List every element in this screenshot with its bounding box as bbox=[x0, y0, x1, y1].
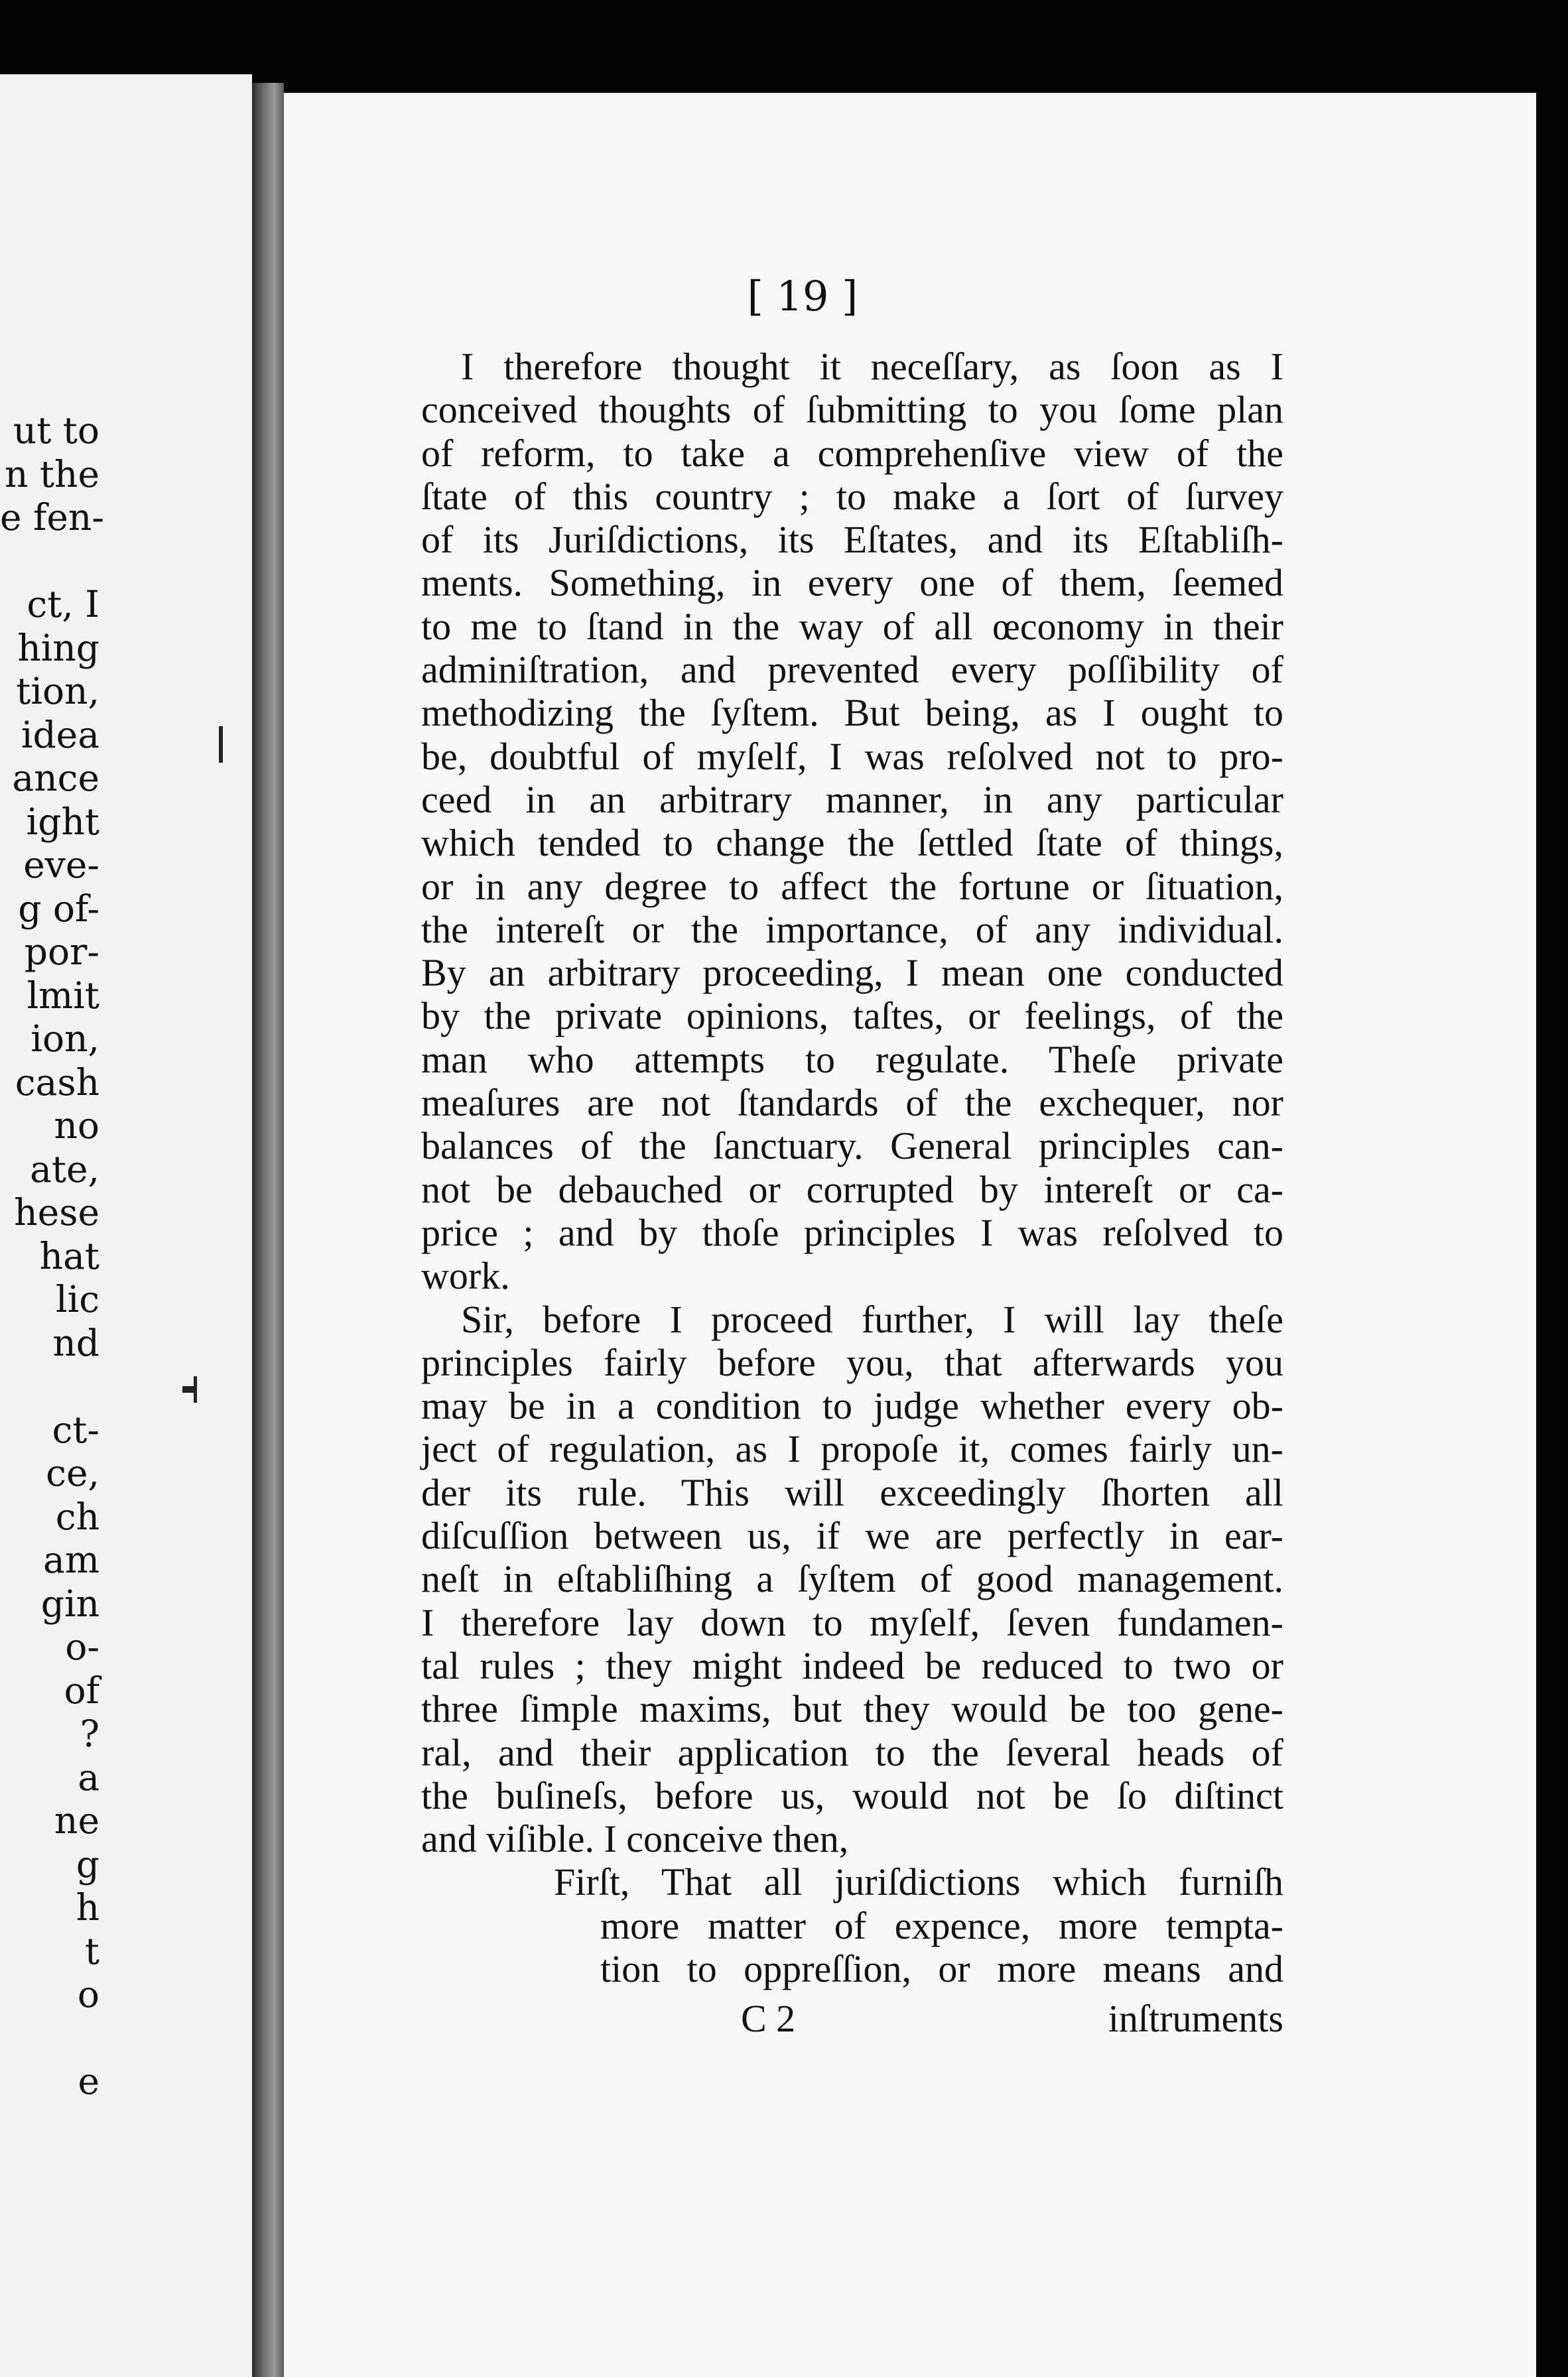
text-line: By an arbitrary proceeding, I mean one conducted bbox=[421, 951, 1283, 995]
left-fragment: hing bbox=[17, 626, 99, 669]
text-line: der its rule. This will exceedingly ſhorten all bbox=[421, 1470, 1283, 1514]
left-page bbox=[0, 74, 252, 2377]
left-fragment: no bbox=[54, 1104, 99, 1147]
left-fragment: por- bbox=[24, 931, 99, 973]
text-line: ject of regulation, as I propoſe it, comes fairly un- bbox=[421, 1427, 1283, 1471]
left-fragment: g bbox=[76, 1842, 99, 1886]
left-fragment: cash bbox=[15, 1060, 99, 1104]
left-fragment bbox=[0, 2017, 99, 2061]
text-line: diſcuſſion between us, if we are perfectly in ear- bbox=[421, 1514, 1283, 1558]
left-fragment: a bbox=[78, 1756, 99, 1799]
signature-mark: C 2 bbox=[741, 1997, 796, 2040]
text-line: tion to oppreſſion, or more means and bbox=[600, 1947, 1283, 1990]
left-fragment: nd bbox=[52, 1321, 99, 1364]
text-line: or in any degree to affect the fortune or ſituation, bbox=[421, 864, 1283, 908]
text-line: meaſures are not ſtandards of the exchequer, nor bbox=[421, 1081, 1283, 1125]
text-line: Sir, before I proceed further, I will lay theſe bbox=[461, 1297, 1283, 1341]
left-fragment: ? bbox=[80, 1712, 99, 1755]
text-line: price ; and by thoſe principles I was reſolved to bbox=[421, 1210, 1283, 1254]
text-line: adminiſtration, and prevented every poſſibility of bbox=[421, 648, 1283, 692]
left-fragment: ight bbox=[26, 800, 99, 843]
left-fragment: o- bbox=[65, 1626, 99, 1668]
left-fragment: t bbox=[84, 1929, 99, 1972]
text-line: ments. Something, in every one of them, ſeemed bbox=[421, 561, 1283, 605]
text-line: ceed in an arbitrary manner, in any particular bbox=[421, 777, 1283, 821]
left-fragment: tion, bbox=[16, 670, 99, 712]
page-body-text bbox=[421, 345, 1283, 1990]
text-line: of its Juriſdictions, its Eſtates, and its Eſtabliſh- bbox=[421, 518, 1283, 562]
text-line: may be in a condition to judge whether every ob- bbox=[421, 1384, 1283, 1428]
left-fragment: ance bbox=[12, 757, 99, 799]
left-fragment: ion, bbox=[31, 1017, 99, 1060]
text-line: I therefore thought it neceſſary, as ſoon as I bbox=[461, 345, 1283, 388]
left-fragment: ce, bbox=[46, 1452, 99, 1494]
text-line: more matter of expence, more tempta- bbox=[600, 1903, 1283, 1947]
text-line: which tended to change the ſettled ſtate of things, bbox=[421, 821, 1283, 865]
text-line: to me to ſtand in the way of all œconomy in their bbox=[421, 604, 1283, 648]
left-fragment: ate, bbox=[30, 1147, 99, 1190]
left-page-text-fragments bbox=[0, 409, 104, 2104]
left-fragment: ut to bbox=[13, 409, 99, 452]
left-fragment bbox=[0, 1365, 99, 1409]
left-fragment: ct- bbox=[52, 1408, 99, 1451]
text-line: Firſt, That all juriſdictions which furniſh bbox=[554, 1860, 1283, 1904]
left-fragment: hese bbox=[14, 1191, 99, 1234]
left-fragment: idea bbox=[21, 713, 99, 756]
left-fragment: lic bbox=[56, 1278, 99, 1320]
text-line: ral, and their application to the ſeveral heads of bbox=[421, 1730, 1283, 1774]
gutter-ink-mark bbox=[219, 726, 223, 763]
gutter-ink-mark bbox=[182, 1386, 194, 1393]
text-line: man who attempts to regulate. Theſe private bbox=[421, 1037, 1283, 1081]
left-fragment: hat bbox=[39, 1234, 99, 1277]
book-gutter bbox=[252, 83, 284, 2377]
text-line: ſtate of this country ; to make a ſort of ſurvey bbox=[421, 474, 1283, 518]
text-line: and viſible. I conceive then, bbox=[421, 1817, 849, 1861]
left-fragment: ne bbox=[54, 1799, 99, 1842]
left-fragment: ch bbox=[55, 1495, 99, 1538]
text-line: work. bbox=[421, 1254, 510, 1298]
left-fragment: o bbox=[77, 1973, 99, 2016]
left-fragment: e bbox=[78, 2060, 99, 2102]
text-line: the intereſt or the importance, of any individual. bbox=[421, 907, 1283, 951]
left-fragment: ct, I bbox=[27, 583, 99, 625]
page-number: [ 19 ] bbox=[747, 272, 858, 320]
left-fragment: am bbox=[43, 1539, 99, 1581]
text-line: not be debauched or corrupted by intereſt or ca- bbox=[421, 1167, 1283, 1211]
left-fragment: n the bbox=[5, 452, 99, 495]
text-line: conceived thoughts of ſubmitting to you ſome plan bbox=[421, 388, 1283, 432]
text-line: be, doubtful of myſelf, I was reſolved not to pro- bbox=[421, 734, 1283, 778]
catchword: inſtruments bbox=[1108, 1997, 1283, 2040]
gutter-ink-mark bbox=[194, 1376, 197, 1403]
text-line: I therefore lay down to myſelf, ſeven fundamen- bbox=[421, 1600, 1283, 1644]
text-line: the buſineſs, before us, would not be ſo diſtinct bbox=[421, 1773, 1283, 1817]
text-line: methodizing the ſyſtem. But being, as I ought to bbox=[421, 691, 1283, 735]
text-line: balances of the ſanctuary. General principles can- bbox=[421, 1124, 1283, 1168]
left-fragment: e fen- bbox=[0, 496, 104, 539]
left-fragment bbox=[0, 540, 99, 584]
text-line: by the private opinions, taſtes, or feelings, of the bbox=[421, 994, 1283, 1038]
left-fragment: of bbox=[64, 1669, 99, 1712]
text-line: tal rules ; they might indeed be reduced to two or bbox=[421, 1643, 1283, 1687]
page-footer bbox=[421, 1996, 1283, 2043]
left-fragment: eve- bbox=[23, 844, 99, 886]
text-line: of reform, to take a comprehenſive view of the bbox=[421, 431, 1283, 475]
text-line: principles fairly before you, that afterwards you bbox=[421, 1340, 1283, 1384]
left-fragment: lmit bbox=[27, 974, 99, 1017]
left-fragment: h bbox=[76, 1886, 99, 1929]
left-fragment: gin bbox=[40, 1582, 99, 1625]
text-line: three ſimple maxims, but they would be too gene- bbox=[421, 1687, 1283, 1731]
text-line: neſt in eſtabliſhing a ſyſtem of good management. bbox=[421, 1557, 1283, 1601]
left-fragment: g of- bbox=[18, 887, 99, 930]
